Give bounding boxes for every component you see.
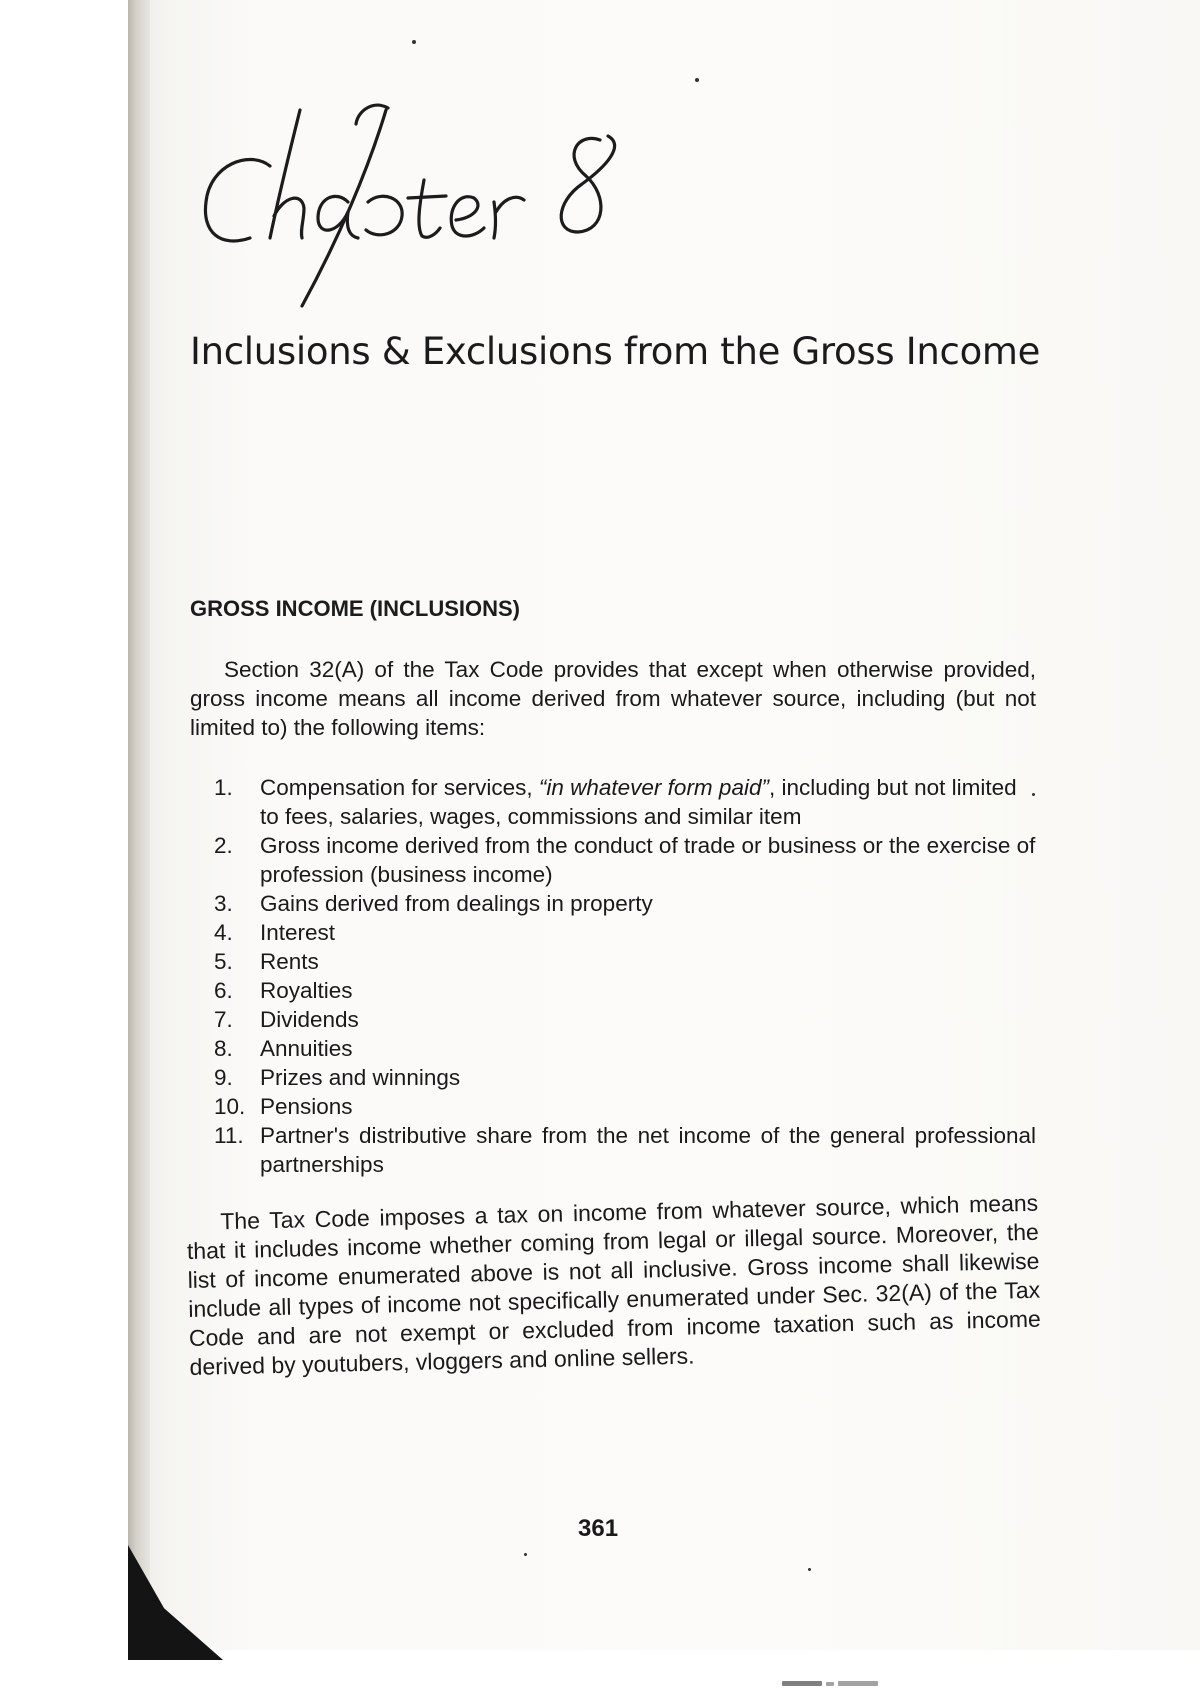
list-text: Interest [260, 920, 336, 945]
list-text: Royalties [260, 978, 353, 1003]
list-text: Partner's distributive share from the net income of the general professional partnerships [260, 1123, 1036, 1177]
list-item [214, 1063, 1036, 1092]
list-number: 8. [214, 1036, 233, 1061]
section-heading: GROSS INCOME (INCLUSIONS) [190, 596, 521, 621]
chapter-script-heading [198, 80, 658, 310]
page-number: 361 [578, 1515, 619, 1542]
list-text: Gains derived from dealings in property [260, 891, 653, 916]
list-number: 5. [214, 949, 233, 974]
dust-speck [412, 40, 416, 44]
list-text [260, 773, 1036, 831]
list-text-part: Compensation for services, [260, 775, 539, 800]
list-number: 10. [214, 1094, 246, 1119]
intro-paragraph: Section 32(A) of the Tax Code provides that except when otherwise provided, gross income means all income derived from whatever source, including (but not limited to) the following items: [190, 657, 1036, 740]
list-number: 1. [214, 775, 233, 800]
list-text: Pensions [260, 1094, 353, 1119]
book-spine-shadow [128, 0, 150, 1650]
list-number: 9. [214, 1065, 233, 1090]
scanner-watermark-glyph [782, 1680, 878, 1688]
inclusions-list [214, 773, 1036, 1179]
scanner-watermark [782, 1680, 878, 1688]
closing-paragraph: The Tax Code imposes a tax on income from whatever source, which means that it includes income whether coming from legal or illegal source. Moreover, the list of income enumerated above is not all inclusive. Gross income shall likewise include all types of income not specifically enumerated under Sec. 32(A) of the Tax Code and are not exempt or excluded from income taxation such as income derived by youtubers, vloggers and online sellers. [186, 1189, 1042, 1380]
list-text-part: , including but not limited to fees, salaries, wages, commissions and similar item [260, 775, 1017, 829]
dust-speck [524, 1553, 527, 1556]
list-item [214, 773, 1036, 831]
list-item [214, 976, 1036, 1005]
chapter-script-glyph [198, 80, 658, 310]
dust-speck [695, 78, 699, 82]
list-item [214, 889, 1036, 918]
list-number: 6. [214, 978, 233, 1003]
list-text: Gross income derived from the conduct of trade or business or the exercise of profession (business income) [260, 833, 1036, 887]
list-number: 7. [214, 1007, 233, 1032]
list-item [214, 1092, 1036, 1121]
list-number: 11. [214, 1123, 244, 1148]
list-text-italic: “in whatever form paid” [538, 775, 769, 800]
list-item [214, 918, 1036, 947]
dust-speck [808, 1568, 811, 1571]
list-text: Prizes and winnings [260, 1065, 461, 1090]
chapter-title: Inclusions & Exclusions from the Gross Income [190, 330, 1041, 373]
list-item [214, 831, 1036, 889]
list-text: Annuities [260, 1036, 353, 1061]
list-item [214, 1005, 1036, 1034]
list-number: 4. [214, 920, 233, 945]
list-text: Rents [260, 949, 319, 974]
list-number: 2. [214, 833, 233, 858]
list-text: Dividends [260, 1007, 359, 1032]
list-item [214, 1034, 1036, 1063]
list-item [214, 947, 1036, 976]
list-item [214, 1121, 1036, 1179]
list-number: 3. [214, 891, 233, 916]
